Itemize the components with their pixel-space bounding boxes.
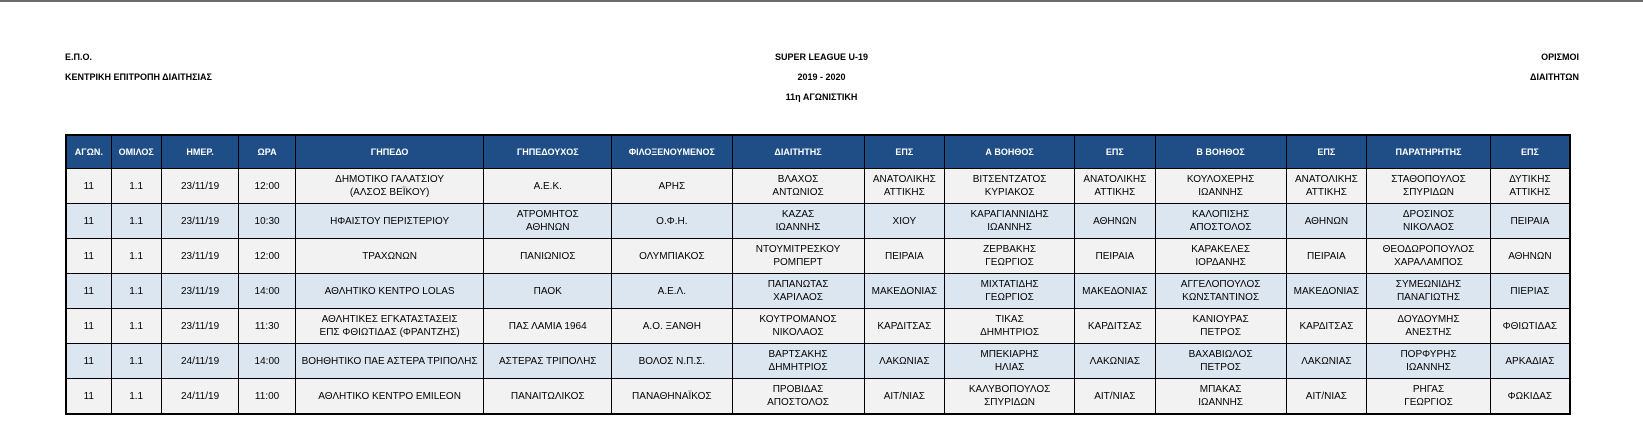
table-row — [66, 239, 1570, 274]
table-cell: ΒΟΛΟΣ Ν.Π.Σ. — [612, 344, 732, 379]
table-cell: ΑΝΑΤΟΛΙΚΗΣ ΑΤΤΙΚΗΣ — [1286, 169, 1367, 204]
table-cell: ΒΟΗΘΗΤΙΚΟ ΠΑΕ ΑΣΤΕΡΑ ΤΡΙΠΟΛΗΣ — [295, 344, 484, 379]
table-cell: ΤΙΚΑΣ ΔΗΜΗΤΡΙΟΣ — [945, 309, 1075, 344]
table-cell: ΑΙΤ/ΝΙΑΣ — [864, 379, 945, 415]
col-header: ΕΠΣ — [864, 135, 945, 169]
table-cell: Ο.Φ.Η. — [612, 204, 732, 239]
table-cell: ΑΡΗΣ — [612, 169, 732, 204]
table-cell: ΑΘΛΗΤΙΚΟ ΚΕΝΤΡΟ LOLAS — [295, 274, 484, 309]
table-header-row — [66, 135, 1570, 169]
col-header: ΕΠΣ — [1075, 135, 1156, 169]
table-cell: ΜΑΚΕΔΟΝΙΑΣ — [1075, 274, 1156, 309]
table-cell: 11 — [66, 204, 111, 239]
col-header: ΓΗΠΕΔΟ — [295, 135, 484, 169]
table-cell: ΠΑΟΚ — [484, 274, 612, 309]
table-cell: ΗΦΑΙΣΤΟΥ ΠΕΡΙΣΤΕΡΙΟΥ — [295, 204, 484, 239]
table-cell: ΜΑΚΕΔΟΝΙΑΣ — [1286, 274, 1367, 309]
table-cell: ΤΡΑΧΩΝΩΝ — [295, 239, 484, 274]
table-cell: 1.1 — [111, 379, 161, 415]
table-cell: ΚΑΡΑΓΙΑΝΝΙΔΗΣ ΙΩΑΝΝΗΣ — [945, 204, 1075, 239]
table-row — [66, 309, 1570, 344]
table-cell: ΜΑΚΕΔΟΝΙΑΣ — [864, 274, 945, 309]
col-header: ΟΜΙΛΟΣ — [111, 135, 161, 169]
table-row — [66, 169, 1570, 204]
table-cell: ΒΙΤΣΕΝΤΖΑΤΟΣ ΚΥΡΙΑΚΟΣ — [945, 169, 1075, 204]
table-cell: 1.1 — [111, 169, 161, 204]
table-cell: ΦΘΙΩΤΙΔΑΣ — [1490, 309, 1570, 344]
table-cell: 11 — [66, 309, 111, 344]
table-cell: ΒΑΡΤΣΑΚΗΣ ΔΗΜΗΤΡΙΟΣ — [732, 344, 864, 379]
col-header: ΓΗΠΕΔΟΥΧΟΣ — [484, 135, 612, 169]
table-cell: ΚΑΡΔΙΤΣΑΣ — [864, 309, 945, 344]
table-row — [66, 379, 1570, 415]
table-cell: ΜΙΧΤΑΤΙΔΗΣ ΓΕΩΡΓΙΟΣ — [945, 274, 1075, 309]
col-header: ΩΡΑ — [239, 135, 296, 169]
table-cell: 23/11/19 — [161, 239, 239, 274]
table-cell: ΑΝΑΤΟΛΙΚΗΣ ΑΤΤΙΚΗΣ — [864, 169, 945, 204]
table-cell: ΚΑΖΑΣ ΙΩΑΝΝΗΣ — [732, 204, 864, 239]
table-cell: 10:30 — [239, 204, 296, 239]
doc-type-line1: ΟΡΙΣΜΟΙ — [1541, 52, 1579, 62]
table-cell: 12:00 — [239, 239, 296, 274]
table-body — [66, 169, 1570, 415]
table-cell: ΑΣΤΕΡΑΣ ΤΡΙΠΟΛΗΣ — [484, 344, 612, 379]
table-cell: ΖΕΡΒΑΚΗΣ ΓΕΩΡΓΙΟΣ — [945, 239, 1075, 274]
table-cell: ΜΠΕΚΙΑΡΗΣ ΗΛΙΑΣ — [945, 344, 1075, 379]
col-header: Α ΒΟΗΘΟΣ — [945, 135, 1075, 169]
col-header: ΦΙΛΟΞΕΝΟΥΜΕΝΟΣ — [612, 135, 732, 169]
table-cell: Α.Ε.Κ. — [484, 169, 612, 204]
table-cell: 1.1 — [111, 309, 161, 344]
table-cell: ΚΑΡΔΙΤΣΑΣ — [1286, 309, 1367, 344]
matchday: 11η ΑΓΩΝΙΣΤΙΚΗ — [785, 92, 858, 102]
table-cell: ΛΑΚΩΝΙΑΣ — [1286, 344, 1367, 379]
doc-type-line2: ΔΙΑΙΤΗΤΩΝ — [1529, 72, 1579, 82]
table-cell: ΧΙΟΥ — [864, 204, 945, 239]
table-cell: ΑΙΤ/ΝΙΑΣ — [1286, 379, 1367, 415]
table-cell: ΠΡΟΒΙΔΑΣ ΑΠΟΣΤΟΛΟΣ — [732, 379, 864, 415]
table-cell: ΚΑΝΙΟΥΡΑΣ ΠΕΤΡΟΣ — [1155, 309, 1286, 344]
table-cell: ΠΑΝΙΩΝΙΟΣ — [484, 239, 612, 274]
table-cell: 24/11/19 — [161, 379, 239, 415]
table-cell: ΑΙΤ/ΝΙΑΣ — [1075, 379, 1156, 415]
referee-assignments-table — [65, 134, 1571, 415]
table-cell: ΟΛΥΜΠΙΑΚΟΣ — [612, 239, 732, 274]
table-cell: 1.1 — [111, 274, 161, 309]
league-title: SUPER LEAGUE U-19 — [774, 52, 869, 62]
top-border-line — [0, 0, 1643, 2]
table-cell: ΠΕΙΡΑΙΑ — [1286, 239, 1367, 274]
col-header: ΔΙΑΙΤΗΤΗΣ — [732, 135, 864, 169]
col-header: ΑΓΩΝ. — [66, 135, 111, 169]
table-row — [66, 274, 1570, 309]
season: 2019 - 2020 — [797, 72, 846, 82]
table-cell: ΠΕΙΡΑΙΑ — [1075, 239, 1156, 274]
table-row — [66, 344, 1570, 379]
table-cell: 14:00 — [239, 344, 296, 379]
table-cell: ΚΟΥΤΡΟΜΑΝΟΣ ΝΙΚΟΛΑΟΣ — [732, 309, 864, 344]
table-cell: 12:00 — [239, 169, 296, 204]
table-cell: 11 — [66, 169, 111, 204]
table-cell: ΛΑΚΩΝΙΑΣ — [864, 344, 945, 379]
table-cell: ΚΑΡΔΙΤΣΑΣ — [1075, 309, 1156, 344]
table-cell: 1.1 — [111, 204, 161, 239]
table-cell: ΡΗΓΑΣ ΓΕΩΡΓΙΟΣ — [1367, 379, 1491, 415]
table-cell: 1.1 — [111, 239, 161, 274]
table-cell: ΑΡΚΑΔΙΑΣ — [1490, 344, 1570, 379]
table-cell: Α.Ε.Λ. — [612, 274, 732, 309]
table-cell: ΚΑΡΑΚΕΛΕΣ ΙΟΡΔΑΝΗΣ — [1155, 239, 1286, 274]
table-cell: ΑΝΑΤΟΛΙΚΗΣ ΑΤΤΙΚΗΣ — [1075, 169, 1156, 204]
table-cell: ΑΘΛΗΤΙΚΟ ΚΕΝΤΡΟ EMILEON — [295, 379, 484, 415]
table-cell: ΣΤΑΘΟΠΟΥΛΟΣ ΣΠΥΡΙΔΩΝ — [1367, 169, 1491, 204]
table-cell: ΑΘΗΝΩΝ — [1075, 204, 1156, 239]
table-row — [66, 204, 1570, 239]
table-cell: ΠΑΠΑΝΩΤΑΣ ΧΑΡΙΛΑΟΣ — [732, 274, 864, 309]
table-cell: ΠΕΙΡΑΙΑ — [1490, 204, 1570, 239]
table-cell: 11 — [66, 344, 111, 379]
table-cell: ΑΘΛΗΤΙΚΕΣ ΕΓΚΑΤΑΣΤΑΣΕΙΣ ΕΠΣ ΦΘΙΩΤΙΔΑΣ (ΦΡΑΝΤΖΗΣ) — [295, 309, 484, 344]
col-header: ΠΑΡΑΤΗΡΗΤΗΣ — [1367, 135, 1491, 169]
table-cell: Α.Ο. ΞΑΝΘΗ — [612, 309, 732, 344]
table-cell: 11:00 — [239, 379, 296, 415]
table-cell: ΒΛΑΧΟΣ ΑΝΤΩΝΙΟΣ — [732, 169, 864, 204]
table-cell: ΚΑΛΥΒΟΠΟΥΛΟΣ ΣΠΥΡΙΔΩΝ — [945, 379, 1075, 415]
col-header: Β ΒΟΗΘΟΣ — [1155, 135, 1286, 169]
table-cell: 11:30 — [239, 309, 296, 344]
table-cell: ΑΤΡΟΜΗΤΟΣ ΑΘΗΝΩΝ — [484, 204, 612, 239]
table-cell: ΜΠΑΚΑΣ ΙΩΑΝΝΗΣ — [1155, 379, 1286, 415]
table-cell: ΚΟΥΛΟΧΕΡΗΣ ΙΩΑΝΝΗΣ — [1155, 169, 1286, 204]
table-cell: ΠΟΡΦΥΡΗΣ ΙΩΑΝΝΗΣ — [1367, 344, 1491, 379]
table-cell: ΔΗΜΟΤΙΚΟ ΓΑΛΑΤΣΙΟΥ (ΑΛΣΟΣ ΒΕΪΚΟΥ) — [295, 169, 484, 204]
table-cell: ΦΩΚΙΔΑΣ — [1490, 379, 1570, 415]
table-cell: ΑΓΓΕΛΟΠΟΥΛΟΣ ΚΩΝΣΤΑΝΤΙΝΟΣ — [1155, 274, 1286, 309]
table-cell: ΑΘΗΝΩΝ — [1490, 239, 1570, 274]
table-cell: 23/11/19 — [161, 274, 239, 309]
col-header: ΗΜΕΡ. — [161, 135, 239, 169]
table-cell: ΑΘΗΝΩΝ — [1286, 204, 1367, 239]
table-cell: ΒΑΧΑΒΙΩΛΟΣ ΠΕΤΡΟΣ — [1155, 344, 1286, 379]
table-cell: ΔΡΟΣΙΝΟΣ ΝΙΚΟΛΑΟΣ — [1367, 204, 1491, 239]
table-cell: 23/11/19 — [161, 309, 239, 344]
table-cell: ΔΥΤΙΚΗΣ ΑΤΤΙΚΗΣ — [1490, 169, 1570, 204]
federation-abbrev: Ε.Π.Ο. — [65, 52, 93, 62]
table-cell: 23/11/19 — [161, 169, 239, 204]
table-cell: 24/11/19 — [161, 344, 239, 379]
committee-name: ΚΕΝΤΡΙΚΗ ΕΠΙΤΡΟΠΗ ΔΙΑΙΤΗΣΙΑΣ — [65, 72, 212, 82]
table-cell: ΝΤΟΥΜΙΤΡΕΣΚΟΥ ΡΟΜΠΕΡΤ — [732, 239, 864, 274]
table-cell: 11 — [66, 239, 111, 274]
table-cell: 14:00 — [239, 274, 296, 309]
table-cell: 1.1 — [111, 344, 161, 379]
table-cell: ΠΑΣ ΛΑΜΙΑ 1964 — [484, 309, 612, 344]
table-cell: ΘΕΟΔΩΡΟΠΟΥΛΟΣ ΧΑΡΑΛΑΜΠΟΣ — [1367, 239, 1491, 274]
table-cell: ΣΥΜΕΩΝΙΔΗΣ ΠΑΝΑΓΙΩΤΗΣ — [1367, 274, 1491, 309]
table-cell: ΠΕΙΡΑΙΑ — [864, 239, 945, 274]
table-cell: ΠΙΕΡΙΑΣ — [1490, 274, 1570, 309]
table-cell: 23/11/19 — [161, 204, 239, 239]
table-cell: 11 — [66, 274, 111, 309]
table-cell: ΛΑΚΩΝΙΑΣ — [1075, 344, 1156, 379]
table-cell: 11 — [66, 379, 111, 415]
table-cell: ΔΟΥΔΟΥΜΗΣ ΑΝΕΣΤΗΣ — [1367, 309, 1491, 344]
table-cell: ΠΑΝΑΙΤΩΛΙΚΟΣ — [484, 379, 612, 415]
table-cell: ΠΑΝΑΘΗΝΑΪΚΟΣ — [612, 379, 732, 415]
col-header: ΕΠΣ — [1286, 135, 1367, 169]
col-header: ΕΠΣ — [1490, 135, 1570, 169]
table-cell: ΚΑΛΟΠΙΣΗΣ ΑΠΟΣΤΟΛΟΣ — [1155, 204, 1286, 239]
